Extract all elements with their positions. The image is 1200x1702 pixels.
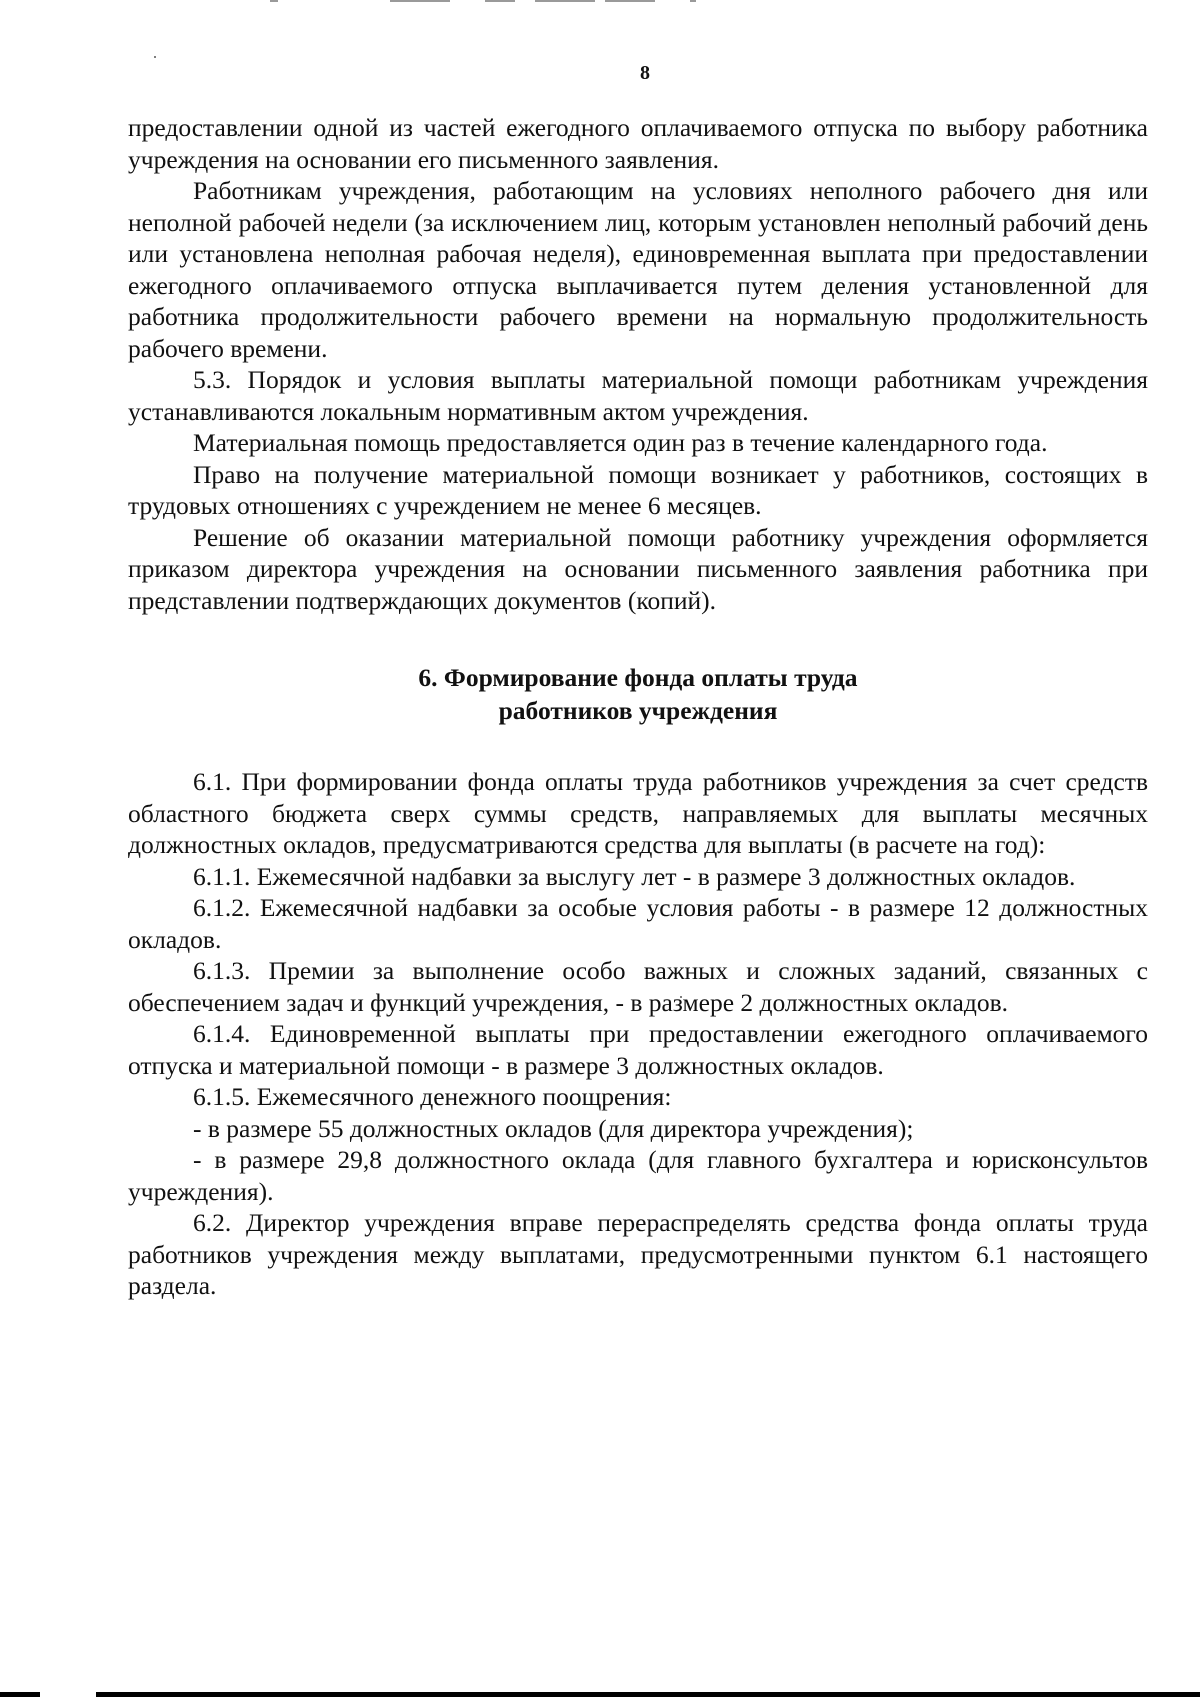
paragraph: Право на получение материальной помощи возникает у работников, состоящих в трудовых отношениях с учреждением не менее 6 месяцев. [128, 459, 1148, 520]
text-block-section [128, 766, 1148, 1302]
paragraph: 6.1. При формировании фонда оплаты труда работников учреждения за счет средств областного бюджета сверх суммы средств, направляемых для выплаты месячных должностных окладов, предусматриваются средства для выплаты (в расчете на год): [128, 767, 1148, 859]
paragraph: - в размере 55 должностных окладов (для директора учреждения); [193, 1113, 914, 1143]
section-heading [128, 661, 1148, 727]
paragraph: Материальная помощь предоставляется один раз в течение календарного года. [193, 428, 1048, 457]
paragraph: Решение об оказании материальной помощи работнику учреждения оформляется приказом директора учреждения на основании письменного заявления работника при представлении подтверждающих документов (копий). [128, 522, 1148, 615]
scan-artifact-bottom-rule [96, 1692, 1200, 1697]
paragraph: 5.3. Порядок и условия выплаты материальной помощи работникам учреждения устанавливаются локальным нормативным актом учреждения. [128, 365, 1148, 426]
section-heading-line2: работников учреждения [498, 696, 778, 725]
scan-speck [154, 56, 156, 58]
paragraph: - в размере 29,8 должностного оклада (для главного бухгалтера и юрисконсультов учреждения). [128, 1145, 1148, 1206]
paragraph: 6.1.3. Премии за выполнение особо важных и сложных заданий, связанных с обеспечением задач и функций учреждения, - в размере 2 должностных окладов. [128, 956, 1148, 1017]
paragraph: Работникам учреждения, работающим на условиях неполного рабочего дня или неполной рабочей недели (за исключением лиц, которым установлен неполный рабочий день или установлена неполная рабочая неделя), единовременная выплата при предоставлении ежегодного оплачиваемого отпуска выплачивается путем деления установленной для работника продолжительности рабочего времени на нормальную продолжительность рабочего времени. [128, 176, 1148, 363]
section-heading-line1: 6. Формирование фонда оплаты труда [418, 663, 858, 692]
paragraph: предоставлении одной из частей ежегодного оплачиваемого отпуска по выбору работника учреждения на основании его письменного заявления. [128, 113, 1148, 174]
paragraph: 6.1.1. Ежемесячной надбавки за выслугу лет - в размере 3 должностных окладов. [193, 861, 1076, 891]
paragraph: 6.1.4. Единовременной выплаты при предоставлении ежегодного оплачиваемого отпуска и материальной помощи - в размере 3 должностных окладов. [128, 1019, 1148, 1080]
page-number: 8 [640, 62, 650, 84]
scan-artifact-top [270, 0, 770, 3]
text-block-top [128, 112, 1148, 616]
paragraph: 6.2. Директор учреждения вправе перераспределять средства фонда оплаты труда работников учреждения между выплатами, предусмотренными пунктом 6.1 настоящего раздела. [128, 1208, 1148, 1300]
paragraph: 6.1.2. Ежемесячной надбавки за особые условия работы - в размере 12 должностных окладов. [128, 893, 1148, 954]
scan-artifact-bottom-left [0, 1692, 40, 1697]
paragraph: 6.1.5. Ежемесячного денежного поощрения: [193, 1082, 672, 1111]
